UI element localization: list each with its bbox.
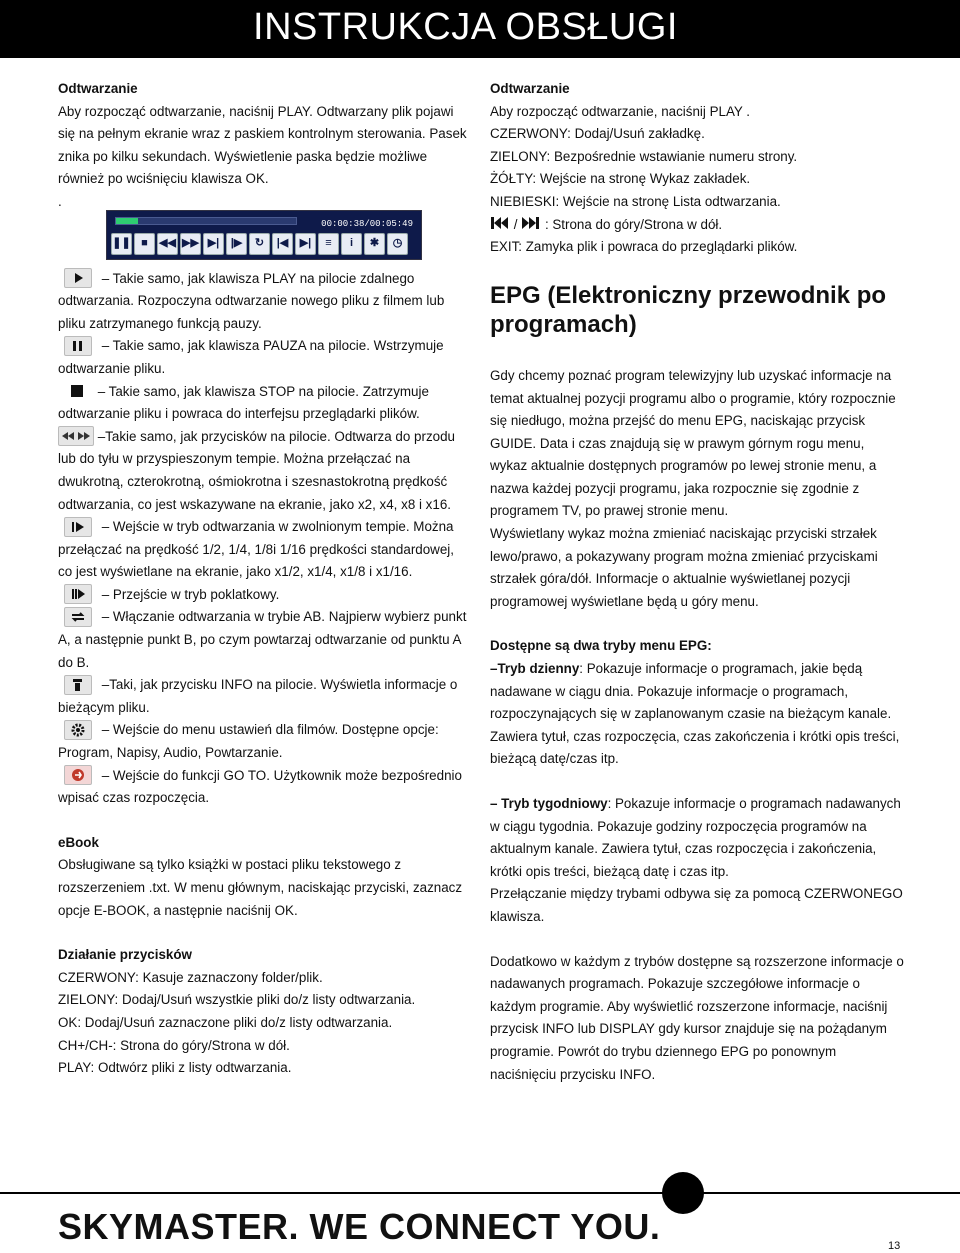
prev-page-icon bbox=[490, 214, 510, 237]
ebook-line-exit: EXIT: Zamyka plik i powraca do przeglądarki plików. bbox=[490, 239, 798, 255]
next-page-icon bbox=[521, 214, 541, 237]
gear-icon: ✱ bbox=[364, 233, 385, 255]
item-settings bbox=[58, 719, 470, 764]
item-slow-motion bbox=[58, 516, 470, 584]
epg-text: Gdy chcemy poznać program telewizyjny lub uzyskać informacje na temat aktualnej pozycji programu albo o programie, który rozpocznie się niedługo, można przejść do menu EPG, naciskając przycisk GUIDE. Data i czas znajdują się w prawym górnym rogu menu, wykaz aktualnie dostępnych programów po lewej stronie menu, a nazwa każdej pozycji programu, jaka rozpocznie się zgodnie z programem TV, po prawej stronie menu. bbox=[490, 367, 896, 519]
item-info bbox=[58, 674, 470, 719]
step-frame-icon: |▶ bbox=[226, 233, 247, 255]
page-line-sep: / bbox=[513, 216, 518, 232]
section-heading-ebook: eBook bbox=[58, 834, 99, 850]
info-icon: i bbox=[341, 233, 362, 255]
item-repeat-ab-text: – Włączanie odtwarzania w trybie AB. Najpierw wybierz punkt A, a następnie punkt B, po czym powtarzaj odtwarzanie od punktu A do B. bbox=[58, 609, 467, 670]
item-repeat-ab bbox=[58, 606, 470, 674]
item-rewind-forward bbox=[58, 426, 470, 516]
buttons-line-play: PLAY: Odtwórz pliki z listy odtwarzania. bbox=[58, 1060, 292, 1076]
epg-title: EPG (Elektroniczny przewodnik po programach) bbox=[490, 281, 887, 338]
ebook-line-page bbox=[490, 214, 905, 237]
rewind-forward-icon bbox=[58, 426, 94, 446]
progress-fill bbox=[116, 218, 138, 224]
ebook-line-blue: NIEBIESKI: Wejście na stronę Lista odtwarzania. bbox=[490, 193, 781, 209]
item-slow-motion-text: – Wejście w tryb odtwarzania w zwolnionym tempie. Można przełączać na prędkość 1/2, 1/4, 1/8i 1/16 prędkości standardowej, co jest wyświetlane na ekranie, jako x1/2, x1/4, x1/8 i x1/16. bbox=[58, 519, 454, 580]
section-heading-playback-ebook: Odtwarzanie bbox=[490, 81, 570, 96]
player-time: 00:00:38/00:05:49 bbox=[321, 218, 413, 229]
item-goto bbox=[58, 765, 470, 810]
rewind-icon: ◀◀ bbox=[157, 233, 178, 255]
item-pause-text: – Takie samo, jak klawisza PAUZA na pilocie. Wstrzymuje odtwarzanie pliku. bbox=[58, 338, 444, 376]
item-settings-text: – Wejście do menu ustawień dla filmów. Dostępne opcje: Program, Napisy, Audio, Powtarzanie. bbox=[58, 722, 439, 761]
epg-modes-heading: Dostępne są dwa tryby menu EPG: bbox=[490, 638, 712, 654]
gear-icon bbox=[64, 720, 92, 740]
play-icon bbox=[64, 268, 92, 288]
footer-divider bbox=[0, 1192, 960, 1194]
section-heading-playback: Odtwarzanie bbox=[58, 81, 138, 96]
list-icon: ≡ bbox=[318, 233, 339, 255]
ebook-line-yellow: ŻÓŁTY: Wejście na stronę Wykaz zakładek. bbox=[490, 171, 751, 187]
pause-icon bbox=[64, 336, 92, 356]
item-stop bbox=[58, 381, 470, 426]
repeat-ab-icon bbox=[64, 607, 92, 627]
progress-bar bbox=[115, 217, 297, 225]
page-header bbox=[0, 0, 960, 58]
step-frame-icon bbox=[64, 584, 92, 604]
next-icon: ▶| bbox=[295, 233, 316, 255]
repeat-ab-icon: ↻ bbox=[249, 233, 270, 255]
item-goto-text: – Wejście do funkcji GO TO. Użytkownik może bezpośrednio wpisać czas rozpoczęcia. bbox=[58, 767, 462, 806]
epg-daily-mode bbox=[490, 658, 905, 771]
slow-motion-icon bbox=[64, 517, 92, 537]
forward-icon: ▶▶ bbox=[180, 233, 201, 255]
goto-icon bbox=[64, 765, 92, 785]
player-controls bbox=[111, 233, 408, 255]
buttons-line-green: ZIELONY: Dodaj/Usuń wszystkie pliki do/z listy odtwarzania. bbox=[58, 992, 416, 1008]
item-info-text: –Taki, jak przycisku INFO na pilocie. Wyświetla informacje o bieżącym pliku. bbox=[58, 677, 458, 715]
page-line-text: : Strona do góry/Strona w dół. bbox=[544, 216, 723, 232]
footer-dot bbox=[662, 1172, 704, 1214]
section-heading-buttons: Działanie przycisków bbox=[58, 947, 192, 963]
prev-icon: |◀ bbox=[272, 233, 293, 255]
item-step-frame bbox=[58, 584, 470, 607]
ebook-line-red: CZERWONY: Dodaj/Usuń zakładkę. bbox=[490, 126, 705, 142]
right-column bbox=[490, 78, 905, 1086]
buttons-line-ch: CH+/CH-: Strona do góry/Strona w dół. bbox=[58, 1037, 290, 1053]
epg-weekly-mode bbox=[490, 793, 905, 883]
left-column bbox=[58, 78, 470, 1080]
buttons-line-ok: OK: Dodaj/Usuń zaznaczone pliki do/z listy odtwarzania. bbox=[58, 1014, 393, 1030]
weekly-text: : Pokazuje informacje o programach nadawanych w ciągu tygodnia. Pokazuje godziny rozpoczęcia programów na aktualnym kanale. Zawiera tytuł, czas rozpoczęcia i zakończenia, krótki opis treści, bieżącą datę i czas itp. bbox=[490, 796, 901, 879]
item-play-text: – Takie samo, jak klawisza PLAY na pilocie zdalnego odtwarzania. Rozpoczyna odtwarzanie nowego pliku z filmem lub pliku zatrzymanego funkcją pauzy. bbox=[58, 270, 445, 331]
ebook-text: Obsługiwane są tylko książki w postaci pliku tekstowego z rozszerzeniem .txt. W menu głównym, naciskając przyciski, zaznacz opcje E-BOOK, a następnie naciśnij OK. bbox=[58, 857, 463, 918]
daily-text: : Pokazuje informacje o programach, jakie będą nadawane w ciągu dnia. Pokazuje informacje o programach, rozpoczynających się w zaplanowanym czasie na bieżącym kanale. Zawiera tytuł, czas rozpoczęcia, czas zakończenia i krótki opis treści, bieżącą datę/czas itp. bbox=[490, 661, 900, 767]
buttons-line-red: CZERWONY: Kasuje zaznaczony folder/plik. bbox=[58, 969, 323, 985]
clock-icon: ◷ bbox=[387, 233, 408, 255]
epg-switch-text: Przełączanie między trybami odbywa się za pomocą CZERWONEGO klawisza. bbox=[490, 886, 903, 924]
page-title: INSTRUKCJA OBSŁUGI bbox=[253, 6, 678, 48]
stop-icon bbox=[68, 382, 88, 400]
player-control-bar bbox=[106, 210, 422, 260]
page-number: 13 bbox=[888, 1240, 901, 1252]
daily-label: –Tryb dzienny bbox=[490, 661, 580, 677]
weekly-label: – Tryb tygodniowy bbox=[490, 796, 608, 811]
item-rewind-forward-text: –Takie samo, jak przycisków na pilocie. Odtwarza do przodu lub do tyłu w przyspieszonym tempie. Można przełączać na dwukrotną, czterokrotną, ośmiokrotna i szesnastokrotną prędkość odtwarzania, co jest wskazywane na ekranie, jako x2, x4, x8 i x16. bbox=[58, 428, 455, 512]
epg-extra-text: Dodatkowo w każdym z trybów dostępne są rozszerzone informacje o nadawanych programach. Pokazuje szczegółowe informacje o każdym programie. Aby wyświetlić rozszerzone informacje, naciśnij przycisk INFO lub DISPLAY gdy kursor znajduje się na pożądanym programie. Powrót do trybu dziennego EPG po ponownym naciśnięciu przycisku INFO. bbox=[490, 953, 904, 1082]
ebook-line-play: Aby rozpocząć odtwarzanie, naciśnij PLAY . bbox=[490, 103, 751, 119]
footer-slogan: SKYMASTER. WE CONNECT YOU. bbox=[58, 1206, 661, 1247]
pause-icon: ❚❚ bbox=[111, 233, 132, 255]
ebook-line-green: ZIELONY: Bezpośrednie wstawianie numeru strony. bbox=[490, 148, 798, 164]
epg-text-2: Wyświetlany wykaz można zmieniać naciskając przyciski strzałek lewo/prawo, a pokazywany program można zmieniać przyciskami strzałek góra/dół. Informacje o aktualnie wyświetlanej pozycji programowej wyświetlane będą u góry menu. bbox=[490, 526, 878, 609]
item-pause bbox=[58, 335, 470, 380]
item-step-frame-text: – Przejście w tryb poklatkowy. bbox=[101, 586, 280, 602]
playback-text: Aby rozpocząć odtwarzanie, naciśnij PLAY. Odtwarzany plik pojawi się na pełnym ekranie wraz z paskiem kontrolnym sterowania. Pasek znika po kilku sekundach. Wyświetlenie paska będzie możliwe również po wciśnięciu klawisza OK. bbox=[58, 103, 467, 187]
info-icon bbox=[64, 675, 92, 695]
slow-motion-icon: ▶| bbox=[203, 233, 224, 255]
item-stop-text: – Takie samo, jak klawisza STOP na pilocie. Zatrzymuje odtwarzanie pliku i powraca do interfejsu przeglądarki plików. bbox=[58, 383, 429, 422]
stop-icon: ■ bbox=[134, 233, 155, 255]
item-play bbox=[58, 268, 470, 336]
dot-marker: . bbox=[58, 193, 62, 209]
